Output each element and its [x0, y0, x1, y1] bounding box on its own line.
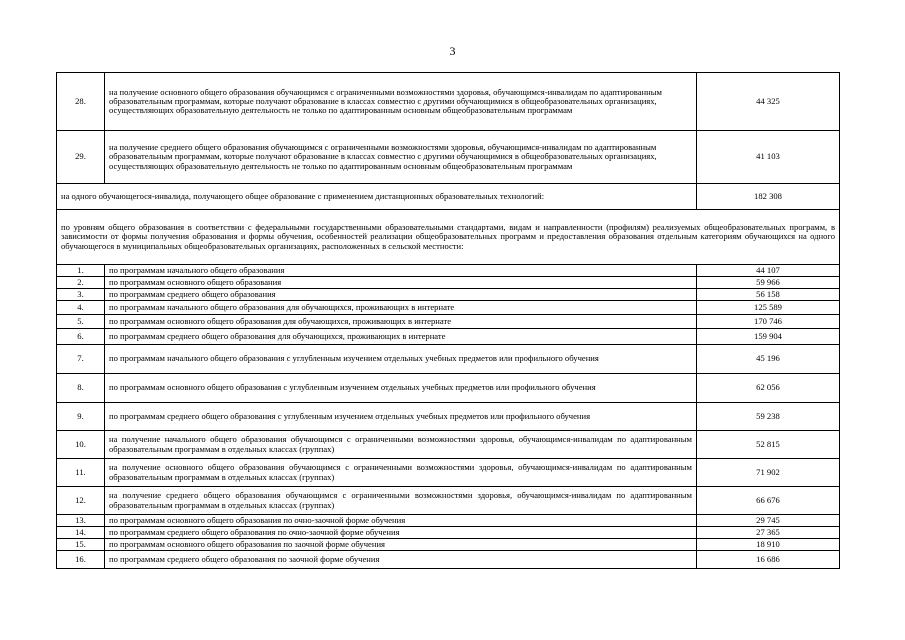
row-value: 59 966: [697, 277, 840, 289]
row-description: по программам основного общего образования: [105, 277, 697, 289]
table-row: [57, 515, 840, 527]
distance-row-value: 182 308: [697, 184, 840, 210]
row-description: по программам начального общего образования с углубленным изучением отдельных учебных предметов или профильного обучения: [105, 345, 697, 374]
table-row: [57, 431, 840, 459]
row-value: 44 107: [697, 265, 840, 277]
row-description: по программам среднего общего образования по заочной форме обучения: [105, 551, 697, 569]
table-row: [57, 487, 840, 515]
row-description: на получение начального общего образования обучающимся с ограниченными возможностями здоровья, обучающимся-инвалидам по адаптированным образовательным программам в отдельных классах (группах): [105, 431, 697, 459]
section-heading-row: [57, 210, 840, 265]
row-description: по программам начального общего образования: [105, 265, 697, 277]
row-number: 28.: [57, 73, 105, 131]
row-value: 159 904: [697, 329, 840, 345]
row-number: 7.: [57, 345, 105, 374]
row-description: по программам основного общего образования по заочной форме обучения: [105, 539, 697, 551]
row-number: 29.: [57, 131, 105, 184]
table-row: [57, 265, 840, 277]
table-row: [57, 277, 840, 289]
table-row: [57, 329, 840, 345]
table-row: [57, 131, 840, 184]
row-description: на получение среднего общего образования обучающимся с ограниченными возможностями здоровья, обучающимся-инвалидам по адаптированным образовательным программам, которые получают образование в классах совместно с другими обучающимися в общеобразовательных организациях, осуществляющих образовательную деятельность не только по адаптированным основным общеобразовательным программам: [105, 131, 697, 184]
row-number: 1.: [57, 265, 105, 277]
row-value: 18 910: [697, 539, 840, 551]
row-value: 52 815: [697, 431, 840, 459]
row-description: по программам среднего общего образования по очно-заочной форме обучения: [105, 527, 697, 539]
row-description: на получение основного общего образования обучающимся с ограниченными возможностями здоровья, обучающимся-инвалидам по адаптированным образовательным программам в отдельных классах (группах): [105, 459, 697, 487]
table-row: [57, 289, 840, 301]
table-row: [57, 301, 840, 315]
row-number: 16.: [57, 551, 105, 569]
row-number: 12.: [57, 487, 105, 515]
row-value: 56 158: [697, 289, 840, 301]
row-number: 13.: [57, 515, 105, 527]
row-number: 9.: [57, 403, 105, 431]
row-description: по программам основного общего образования по очно-заочной форме обучения: [105, 515, 697, 527]
table-row: [57, 551, 840, 569]
row-number: 10.: [57, 431, 105, 459]
table-row: [57, 73, 840, 131]
row-description: по программам основного общего образования с углубленным изучением отдельных учебных предметов или профильного обучения: [105, 374, 697, 403]
row-number: 5.: [57, 315, 105, 329]
row-number: 14.: [57, 527, 105, 539]
row-value: 170 746: [697, 315, 840, 329]
row-value: 59 238: [697, 403, 840, 431]
row-value: 29 745: [697, 515, 840, 527]
row-description: по программам среднего общего образования: [105, 289, 697, 301]
row-value: 125 589: [697, 301, 840, 315]
row-number: 11.: [57, 459, 105, 487]
row-value: 62 056: [697, 374, 840, 403]
row-description: на получение основного общего образования обучающимся с ограниченными возможностями здоровья, обучающимся-инвалидам по адаптированным образовательным программам, которые получают образование в классах совместно с другими обучающимися в общеобразовательных организациях, осуществляющих образовательную деятельность не только по адаптированным основным общеобразовательным программам: [105, 73, 697, 131]
table-row: [57, 374, 840, 403]
rural-section-heading: по уровням общего образования в соответствии с федеральными государственными образовательными стандартами, видам и направленности (профилям) реализуемых общеобразовательных программ, в зависимости от формы получения образования и формы обучения, особенностей реализации общеобразовательных программ и предоставления образования отдельным категориям обучающихся на одного обучающегося в муниципальных общеобразовательных организациях, расположенных в сельской местности:: [57, 210, 840, 265]
row-description: по программам среднего общего образования с углубленным изучением отдельных учебных предметов или профильного обучения: [105, 403, 697, 431]
table-row: [57, 315, 840, 329]
table-row: [57, 403, 840, 431]
row-number: 4.: [57, 301, 105, 315]
row-value: 66 676: [697, 487, 840, 515]
row-description: по программам основного общего образования для обучающихся, проживающих в интернате: [105, 315, 697, 329]
row-value: 44 325: [697, 73, 840, 131]
page-number: 3: [449, 44, 456, 58]
table-row: [57, 539, 840, 551]
row-value: 41 103: [697, 131, 840, 184]
row-value: 27 365: [697, 527, 840, 539]
normatives-table: [56, 72, 840, 569]
row-number: 2.: [57, 277, 105, 289]
row-value: 45 196: [697, 345, 840, 374]
row-description: по программам среднего общего образования для обучающихся, проживающих в интернате: [105, 329, 697, 345]
row-value: 71 902: [697, 459, 840, 487]
table-row: [57, 527, 840, 539]
row-number: 8.: [57, 374, 105, 403]
row-value: 16 686: [697, 551, 840, 569]
row-number: 3.: [57, 289, 105, 301]
row-number: 15.: [57, 539, 105, 551]
row-description: на получение среднего общего образования обучающимся с ограниченными возможностями здоровья, обучающимся-инвалидам по адаптированным образовательным программам в отдельных классах (группах): [105, 487, 697, 515]
row-number: 6.: [57, 329, 105, 345]
table-row: [57, 184, 840, 210]
distance-row-description: на одного обучающегося-инвалида, получающего общее образование с применением дистанционных образовательных технологий:: [57, 184, 697, 210]
table-row: [57, 345, 840, 374]
row-description: по программам начального общего образования для обучающихся, проживающих в интернате: [105, 301, 697, 315]
table-row: [57, 459, 840, 487]
